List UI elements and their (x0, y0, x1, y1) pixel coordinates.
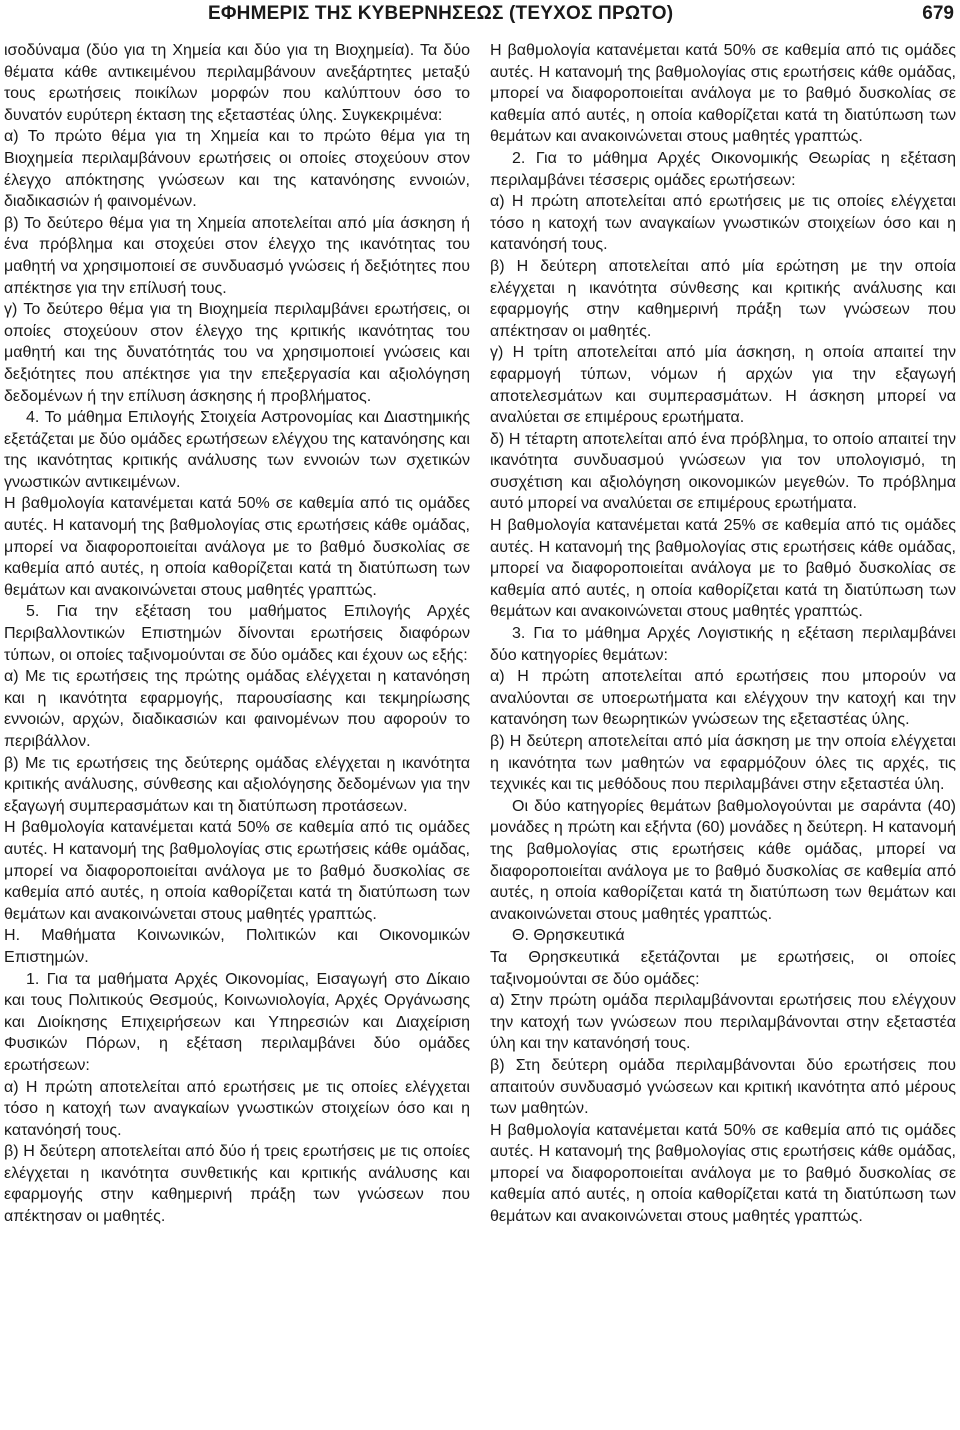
paragraph: 5. Για την εξέταση του μαθήματος Επιλογής Αρχές Περιβαλλοντικών Επιστημών δίνονται ερωτήσεις διαφόρων τύπων, οι οποίες ταξινομούνται σε δύο ομάδες και έχουν ως εξής: (4, 602, 470, 664)
paragraph: β) Στη δεύτερη ομάδα περιλαμβάνονται δύο ερωτήσεις που απαιτούν συνδυασμό γνώσεων και κριτική ικανότητα από μέρους των μαθητών. (490, 1055, 956, 1118)
paragraph: 4. Το μάθημα Επιλογής Στοιχεία Αστρονομίας και Διαστημικής εξετάζεται με δύο ομάδες ερωτήσεων ελέγχου της κατανόησης και της ικανότητας κριτικής ανάλυσης των εννοιών των σχετικών γνωστικών αντικειμένων. (4, 408, 470, 491)
right-column (490, 40, 956, 1228)
paragraph: α) Το πρώτο θέμα για τη Χημεία και το πρώτο θέμα για τη Βιοχημεία περιλαμβάνουν ερωτήσεις οι οποίες στοχεύουν στον έλεγχο απόκτησης γνώσεων και της κατανόησης εννοιών, διαδικασιών ή φαινομένων. (4, 127, 470, 211)
paragraph: β) Το δεύτερο θέμα για τη Χημεία αποτελείται από μία άσκηση ή ένα πρόβλημα και στοχεύει στον έλεγχο της ικανότητας του μαθητή να χρησιμοποιεί σε συνδυασμό γνώσεις ή δεξιότητες που απέκτησε για την επίλυσή τους. (4, 213, 470, 297)
paragraph: δ) Η τέταρτη αποτελείται από ένα πρόβλημα, το οποίο απαιτεί την ικανότητα συνδυασμού γνώσεων για τον υπολογισμό, τη συσχέτιση και αξιολόγηση οικονομικών μεγεθών. Το πρόβλημα αυτό μπορεί να αναλύεται σε επιμέρους ερωτήματα. (490, 429, 956, 513)
paragraph: β) Η δεύτερη αποτελείται από δύο ή τρεις ερωτήσεις με τις οποίες ελέγχεται η ικανότητα συνθετικής και κριτικής ανάλυσης και εφαρμογής στην καθημερινή πράξη των γνώσεων που απέκτησαν οι μαθητές. (4, 1142, 470, 1226)
paragraph: 1. Για τα μαθήματα Αρχές Οικονομίας, Εισαγωγή στο Δίκαιο και τους Πολιτικούς Θεσμούς, Κοινωνιολογία, Αρχές Οργάνωσης και Διοίκησης Επιχειρήσεων και Υπηρεσιών και Διαχείριση Φυσικών Πόρων, η εξέταση περιλαμβάνει δύο ομάδες ερωτήσεων: (4, 969, 470, 1074)
page-number: 679 (922, 3, 954, 24)
paragraph: Η βαθμολογία κατανέμεται κατά 50% σε καθεμία από τις ομάδες αυτές. Η κατανομή της βαθμολογίας στις ερωτήσεις κάθε ομάδας, μπορεί να διαφοροποιείται ανάλογα με το βαθμό δυσκολίας σε καθεμία από αυτές, η οποία καθορίζεται κατά τη διατύπωση των θεμάτων και ανακοινώνεται στους μαθητές γραπτώς. (4, 494, 470, 599)
left-column (4, 40, 470, 1228)
paragraph: Η βαθμολογία κατανέμεται κατά 25% σε καθεμία από τις ομάδες αυτές. Η κατανομή της βαθμολογίας στις ερωτήσεις κάθε ομάδας, μπορεί να διαφοροποιείται ανάλογα με το βαθμό δυσκολίας σε καθεμία από αυτές, η οποία καθορίζεται κατά τη διατύπωση των θεμάτων και ανακοινώνεται στους μαθητές γραπτώς. (490, 516, 956, 621)
paragraph: Η βαθμολογία κατανέμεται κατά 50% σε καθεμία από τις ομάδες αυτές. Η κατανομή της βαθμολογίας στις ερωτήσεις κάθε ομάδας, μπορεί να διαφοροποιείται ανάλογα με το βαθμό δυσκολίας σε καθεμία από αυτές, η οποία καθορίζεται κατά τη διατύπωση των θεμάτων και ανακοινώνεται στους μαθητές γραπτώς. (490, 41, 956, 146)
paragraph: Οι δύο κατηγορίες θεμάτων βαθμολογούνται με σαράντα (40) μονάδες η πρώτη και εξήντα (60) μονάδες η δεύτερη. Η κατανομή της βαθμολογίας στις ερωτήσεις κάθε ομάδας, μπορεί να διαφοροποιείται ανάλογα με το βαθμό δυσκολίας σε καθεμία από αυτές, η οποία καθορίζεται κατά τη διατύπωση των θεμάτων και ανακοινώνεται στους μαθητές γραπτώς. (490, 796, 956, 923)
paragraph: β) Η δεύτερη αποτελείται από μία ερώτηση με την οποία ελέγχεται η ικανότητα σύνθεσης και κριτικής ανάλυσης και εφαρμογής στην καθημερινή πράξη των γνώσεων που απέκτησαν οι μαθητές. (490, 256, 956, 340)
paragraph: γ) Το δεύτερο θέμα για τη Βιοχημεία περιλαμβάνει ερωτήσεις, οι οποίες στοχεύουν στον έλεγχο της κριτικής ικανότητας του μαθητή και της δυνατότητάς του να χρησιμοποιεί γνώσεις και δεξιότητες που απέκτησε για την επεξεργασία και αξιολόγηση δεδομένων ή την επίλυση άσκησης ή προβλήματος. (4, 300, 470, 405)
gazette-title: ΕΦΗΜΕΡΙΣ ΤΗΣ ΚΥΒΕΡΝΗΣΕΩΣ (ΤΕΥΧΟΣ ΠΡΩΤΟ) (208, 3, 674, 24)
section-heading: Θ. Θρησκευτικά (512, 926, 625, 945)
paragraph: β) Με τις ερωτήσεις της δεύτερης ομάδας ελέγχεται η ικανότητα κριτικής ανάλυσης, σύνθεσης και αξιολόγησης δεδομένων για την εξαγωγή συμπερασμάτων και τη διατύπωση προτάσεων. (4, 753, 470, 815)
paragraph: γ) Η τρίτη αποτελείται από μία άσκηση, η οποία απαιτεί την εφαρμογή τύπων, νόμων ή αρχών για την εξαγωγή αποτελεσμάτων και συμπερασμάτων. Η άσκηση μπορεί να αναλύεται σε επιμέρους ερωτήματα. (490, 343, 956, 427)
paragraph: α) Στην πρώτη ομάδα περιλαμβάνονται ερωτήσεις που ελέγχουν την κατοχή των γνώσεων που περιλαμβάνονται στην εξεταστέα ύλη και την κατανόησή τους. (490, 991, 956, 1053)
paragraph: 2. Για το μάθημα Αρχές Οικονομικής Θεωρίας η εξέταση περιλαμβάνει τέσσερις ομάδες ερωτήσεων: (490, 148, 956, 189)
paragraph: α) Η πρώτη αποτελείται από ερωτήσεις με τις οποίες ελέγχεται τόσο η κατοχή των αναγκαίων γνωστικών στοιχείων όσο και η κατανόησή τους. (4, 1077, 470, 1139)
paragraph: Η βαθμολογία κατανέμεται κατά 50% σε καθεμία από τις ομάδες αυτές. Η κατανομή της βαθμολογίας στις ερωτήσεις κάθε ομάδας, μπορεί να διαφοροποιείται ανάλογα με το βαθμό δυσκολίας σε καθεμία από αυτές, η οποία καθορίζεται κατά τη διατύπωση των θεμάτων και ανακοινώνεται στους μαθητές γραπτώς. (4, 818, 470, 923)
section-heading: Η. Μαθήματα Κοινωνικών, Πολιτικών και Οικονομικών Επιστημών. (4, 926, 470, 966)
paragraph: Τα Θρησκευτικά εξετάζονται με ερωτήσεις, οι οποίες ταξινομούνται σε δύο ομάδες: (490, 947, 956, 988)
paragraph: Η βαθμολογία κατανέμεται κατά 50% σε καθεμία από τις ομάδες αυτές. Η κατανομή της βαθμολογίας στις ερωτήσεις κάθε ομάδας, μπορεί να διαφοροποιείται ανάλογα με το βαθμό δυσκολίας σε καθεμία από αυτές, η οποία καθορίζεται κατά τη διατύπωση των θεμάτων και ανακοινώνεται στους μαθητές γραπτώς. (490, 1120, 956, 1226)
paragraph: α) Με τις ερωτήσεις της πρώτης ομάδας ελέγχεται η κατανόηση και η ικανότητα εφαρμογής, παρουσίασης και τεκμηρίωσης εννοιών, αρχών, διαδικασιών και φαινομένων που αφορούν το περιβάλλον. (4, 667, 470, 750)
paragraph: α) Η πρώτη αποτελείται από ερωτήσεις που μπορούν να αναλύονται σε υποερωτήματα και ελέγχουν την κατοχή και την κατανόηση των θεωρητικών γνώσεων της εξεταστέας ύλης. (490, 667, 956, 729)
page-header (0, 0, 960, 32)
paragraph: β) Η δεύτερη αποτελείται από μία άσκηση με την οποία ελέγχεται η ικανότητα των μαθητών να εφαρμόζουν όλες τις αρχές, τις τεχνικές και τις μεθόδους που περιλαμβάνει στην εξεταστέα ύλη. (490, 732, 956, 794)
paragraph: α) Η πρώτη αποτελείται από ερωτήσεις με τις οποίες ελέγχεται τόσο η κατοχή των αναγκαίων γνωστικών στοιχείων όσο και η κατανόησή τους. (490, 192, 956, 254)
paragraph: ισοδύναμα (δύο για τη Χημεία και δύο για τη Βιοχημεία). Τα δύο θέματα κάθε αντικειμένου περιλαμβάνουν ανεξάρτητες μεταξύ τους ερωτήσεις ποικίλων μορφών που καλύπτουν όσο το δυνατόν ευρύτερη έκταση της εξεταστέας ύλης. Συγκεκριμένα: (4, 41, 470, 124)
paragraph: 3. Για το μάθημα Αρχές Λογιστικής η εξέταση περιλαμβάνει δύο κατηγορίες θεμάτων: (490, 624, 956, 664)
